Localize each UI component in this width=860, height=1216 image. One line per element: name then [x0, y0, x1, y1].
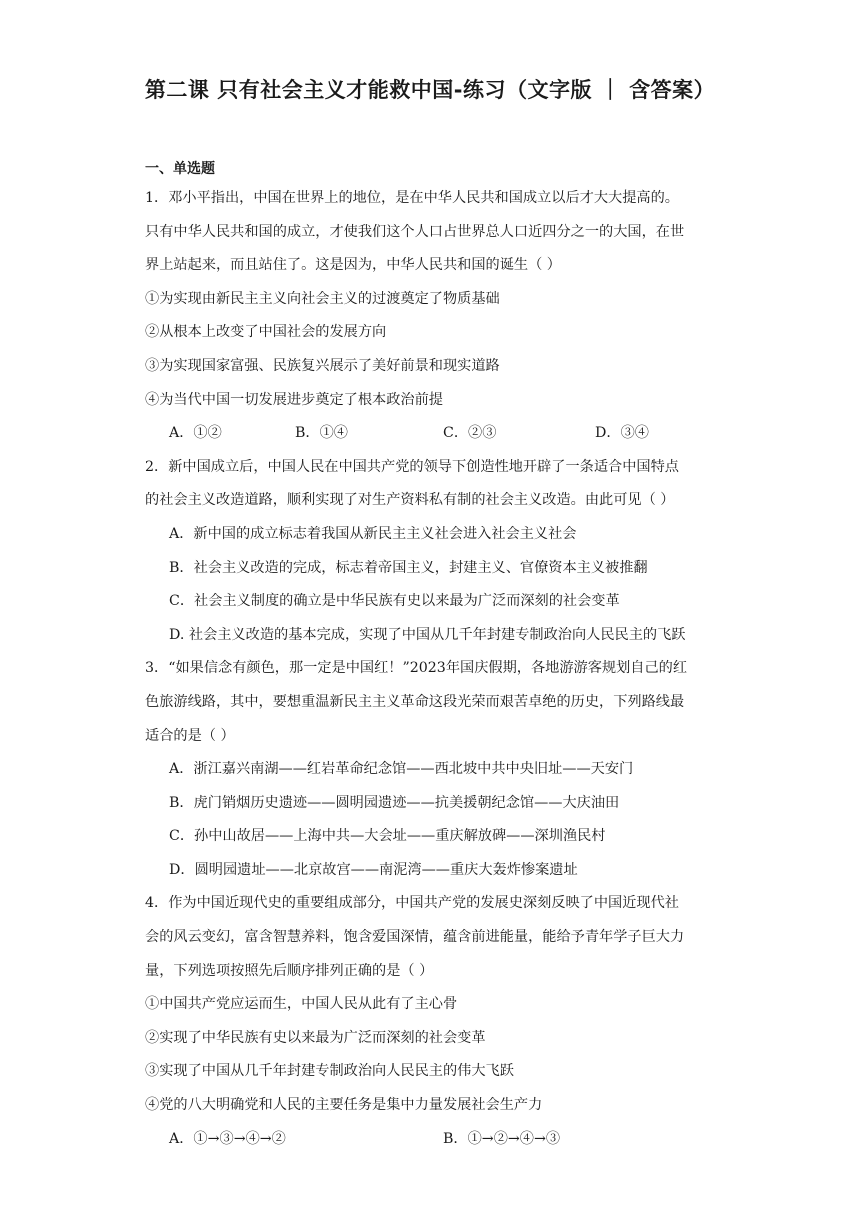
statement-item: ③实现了中国从几千年封建专制政治向人民民主的伟大飞跃: [145, 1063, 514, 1080]
answer-option-a[interactable]: A．①→③→④→②: [169, 1130, 286, 1147]
statement-item: ③为实现国家富强、民族复兴展示了美好前景和现实道路: [145, 357, 500, 374]
answer-option-a[interactable]: A．①②: [169, 425, 222, 442]
answer-option-c[interactable]: C．社会主义制度的确立是中华民族有史以来最为广泛而深刻的社会变革: [169, 593, 620, 610]
answer-option-d[interactable]: D．③④: [595, 425, 649, 442]
question-stem-line: 会的风云变幻，富含智慧养料，饱含爱国深情，蕴含前进能量，能给予青年学子巨大力: [145, 929, 685, 946]
question-stem-line: 4．作为中国近现代史的重要组成部分，中国共产党的发展史深刻反映了中国近现代社: [145, 895, 679, 912]
statement-item: ①为实现由新民主主义向社会主义的过渡奠定了物质基础: [145, 290, 500, 307]
question-2: [145, 451, 725, 653]
question-stem-line: 色旅游线路，其中，要想重温新民主主义革命这段光荣而艰苦卓绝的历史，下列路线最: [145, 693, 685, 710]
answer-options-row: [145, 1123, 725, 1157]
answer-option-d[interactable]: D. 社会主义改造的基本完成，实现了中国从几千年封建专制政治向人民民主的飞跃: [169, 626, 686, 643]
question-stem-line: 适合的是（ ）: [145, 727, 235, 744]
question-stem-line: 2．新中国成立后，中国人民在中国共产党的领导下创造性地开辟了一条适合中国特点: [145, 458, 679, 475]
question-stem-line: 的社会主义改造道路，顺利实现了对生产资料私有制的社会主义改造。由此可见（ ）: [145, 492, 675, 509]
question-stem-line: 3．“如果信念有颜色，那一定是中国红！”2023年国庆假期，各地游游客规划自己的红: [145, 660, 688, 677]
statement-item: ①中国共产党应运而生，中国人民从此有了主心骨: [145, 996, 458, 1013]
section-heading: 一、单选题: [145, 161, 215, 177]
statement-item: ④为当代中国一切发展进步奠定了根本政治前提: [145, 391, 443, 408]
question-4: [145, 887, 725, 1156]
question-list: [145, 182, 725, 1156]
answer-option-a[interactable]: A．新中国的成立标志着我国从新民主主义社会进入社会主义社会: [169, 525, 577, 542]
question-stem-line: 量，下列选项按照先后顺序排列正确的是（ ）: [145, 962, 434, 979]
answer-option-d[interactable]: D．圆明园遗址——北京故宫——南泥湾——重庆大轰炸惨案遗址: [169, 861, 578, 878]
answer-option-b[interactable]: B．①→②→④→③: [443, 1130, 561, 1147]
answer-option-a[interactable]: A．浙江嘉兴南湖——红岩革命纪念馆——西北坡中共中央旧址——天安门: [169, 761, 634, 778]
question-3: [145, 652, 725, 887]
answer-option-b[interactable]: B．社会主义改造的完成，标志着帝国主义，封建主义、官僚资本主义被推翻: [169, 559, 648, 576]
question-stem-line: 只有中华人民共和国的成立，才使我们这个人口占世界总人口近四分之一的大国，在世: [145, 223, 685, 240]
statement-item: ②实现了中华民族有史以来最为广泛而深刻的社会变革: [145, 1029, 486, 1046]
question-1: [145, 182, 725, 451]
question-stem-line: 界上站起来，而且站住了。这是因为，中华人民共和国的诞生（ ）: [145, 257, 561, 274]
answer-option-b[interactable]: B．虎门销烟历史遗迹——圆明园遗迹——抗美援朝纪念馆——大庆油田: [169, 794, 620, 811]
answer-option-c[interactable]: C．孙中山故居——上海中共—大会址——重庆解放碑——深圳渔民村: [169, 828, 606, 845]
statement-item: ②从根本上改变了中国社会的发展方向: [145, 324, 387, 341]
question-stem-line: 1．邓小平指出，中国在世界上的地位，是在中华人民共和国成立以后才大大提高的。: [145, 190, 679, 206]
answer-option-b[interactable]: B．①④: [295, 425, 348, 442]
answer-options-row: [145, 417, 725, 451]
answer-option-c[interactable]: C．②③: [443, 425, 497, 442]
page-title: 第二课 只有社会主义才能救中国-练习（文字版 ｜ 含答案）: [144, 78, 716, 102]
statement-item: ④党的八大明确党和人民的主要任务是集中力量发展社会生产力: [145, 1097, 543, 1114]
